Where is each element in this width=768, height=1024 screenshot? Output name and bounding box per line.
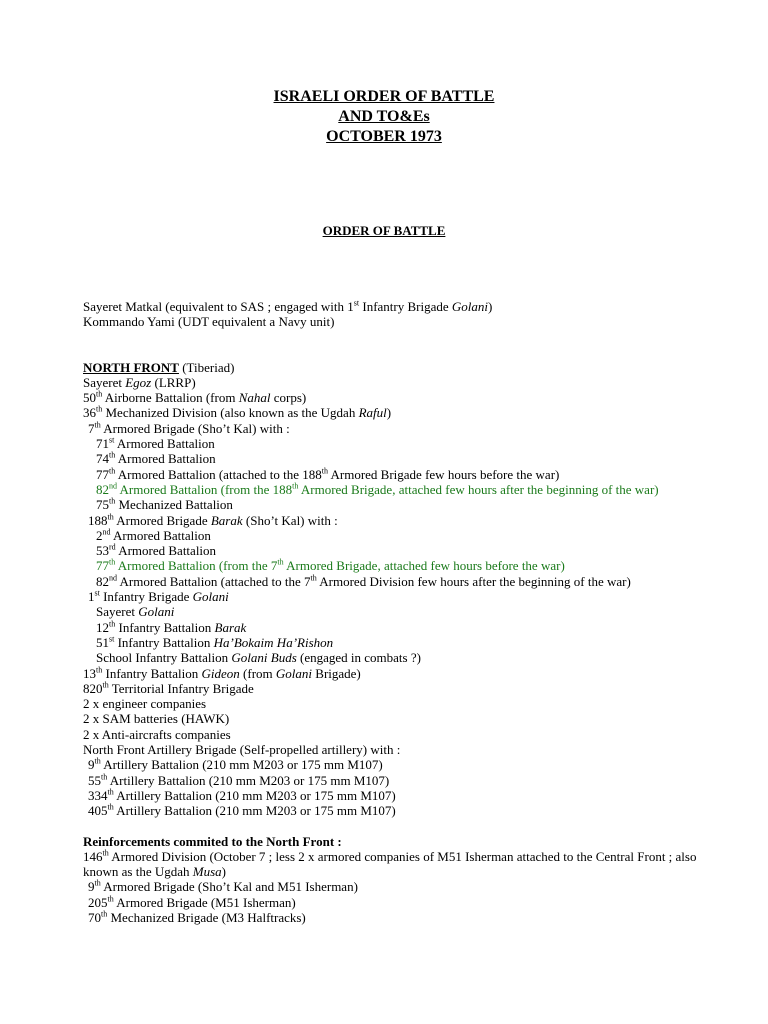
reinforcements-heading: Reinforcements commited to the North Front : <box>83 833 342 849</box>
oob-line: 55th Artillery Battalion (210 mm M203 or 175 mm M107) <box>88 772 390 788</box>
oob-line: School Infantry Battalion Golani Buds (engaged in combats ?) <box>96 650 421 666</box>
oob-line: 53rd Armored Battalion <box>96 542 217 559</box>
intro-line-kommando-yami: Kommando Yami (UDT equivalent a Navy unit) <box>83 314 335 330</box>
oob-line: 188th Armored Brigade Barak (Sho’t Kal) with : <box>88 512 338 528</box>
oob-line: 70th Mechanized Brigade (M3 Halftracks) <box>88 909 306 925</box>
oob-line: 51st Infantry Battalion Ha’Bokaim Ha’Rishon <box>96 634 334 650</box>
oob-line: 9th Artillery Battalion (210 mm M203 or 175 mm M107) <box>88 756 383 773</box>
oob-line: 2 x Anti-aircrafts companies <box>83 726 231 742</box>
oob-line: Sayeret Egoz (LRRP) <box>83 374 196 390</box>
oob-line-highlighted: 77th Armored Battalion (from the 7th Armored Brigade, attached few hours before the war) <box>96 558 565 574</box>
oob-line: 13th Infantry Battalion Gideon (from Golani Brigade) <box>83 665 361 681</box>
north-front-heading: NORTH FRONT (Tiberiad) <box>83 359 235 375</box>
oob-line: 334th Artillery Battalion (210 mm M203 or 175 mm M107) <box>88 787 396 803</box>
section-heading: ORDER OF BATTLE <box>322 223 446 238</box>
oob-line: 7th Armored Brigade (Sho’t Kal) with : <box>88 420 290 436</box>
oob-line: 1st Infantry Brigade Golani <box>88 588 229 605</box>
oob-line: 820th Territorial Infantry Brigade <box>83 680 254 696</box>
oob-line: 2nd Armored Battalion <box>96 527 211 543</box>
oob-line: 77th Armored Battalion (attached to the 188th Armored Brigade few hours before the war) <box>96 466 560 482</box>
oob-line: 74th Armored Battalion <box>96 451 216 467</box>
oob-line: North Front Artillery Brigade (Self-propelled artillery) with : <box>83 742 401 758</box>
oob-line: 405th Artillery Battalion (210 mm M203 or 175 mm M107) <box>88 802 396 819</box>
oob-line: 75th Mechanized Battalion <box>96 496 233 513</box>
oob-line: 50th Airborne Battalion (from Nahal corps) <box>83 389 307 406</box>
oob-line: 71st Armored Battalion <box>96 435 215 452</box>
oob-line: 36th Mechanized Division (also known as the Ugdah Raful) <box>83 405 392 421</box>
document-title-line-3: OCTOBER 1973 <box>326 128 442 145</box>
document-title-line-2: AND TO&Es <box>338 108 430 125</box>
oob-line: 12th Infantry Battalion Barak <box>96 619 247 635</box>
document-body <box>83 299 703 925</box>
oob-line: 2 x SAM batteries (HAWK) <box>83 711 230 727</box>
oob-line: 9th Armored Brigade (Sho’t Kal and M51 Isherman) <box>88 879 358 895</box>
intro-line-sayeret-matkal: Sayeret Matkal (equivalent to SAS ; engaged with 1st Infantry Brigade Golani) <box>83 298 493 314</box>
oob-line: 146th Armored Division (October 7 ; less 2 x armored companies of M51 Isherman attached to the Central Front ; also known as the Ugdah Musa) <box>83 848 697 880</box>
oob-line: Sayeret Golani <box>96 604 175 620</box>
oob-line: 205th Armored Brigade (M51 Isherman) <box>88 894 296 910</box>
oob-line: 2 x engineer companies <box>83 696 207 712</box>
document-title-line-1: ISRAELI ORDER OF BATTLE <box>273 88 495 105</box>
oob-line: 82nd Armored Battalion (attached to the 7th Armored Division few hours after the beginning of the war) <box>96 573 631 589</box>
oob-line-highlighted: 82nd Armored Battalion (from the 188th Armored Brigade, attached few hours after the beginning of the war) <box>96 481 659 497</box>
